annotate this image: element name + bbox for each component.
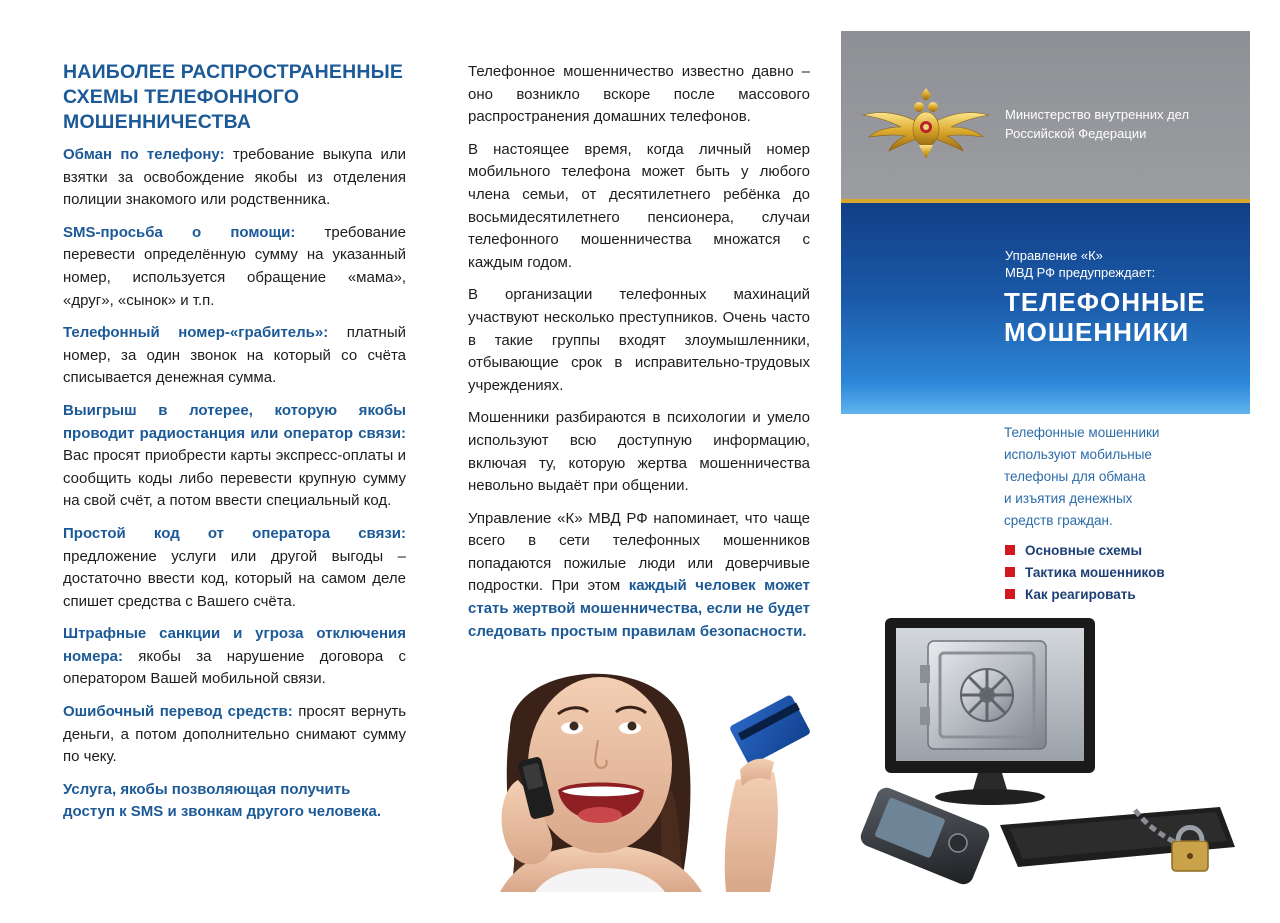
girl-with-phone-illustration	[440, 640, 840, 892]
red-square-bullet-icon	[1005, 545, 1015, 555]
red-square-bullet-icon	[1005, 589, 1015, 599]
contents-label: Основные схемы	[1025, 543, 1142, 558]
scheme-text: Вас просят приобрести карты экспресс-оплаты и сообщить коды либо перевести крупную сумму на свой счёт, а потом ввести специальный код.	[63, 447, 406, 510]
scheme-label: Выигрыш в лотерее, которую якобы проводит радиостанция или оператор связи:	[63, 401, 406, 442]
contents-label: Тактика мошенников	[1025, 565, 1165, 580]
cover-title-line: ТЕЛЕФОННЫЕ	[1004, 287, 1206, 317]
scheme-label: SMS-просьба о помощи:	[63, 223, 296, 241]
description-line: используют мобильные	[1004, 447, 1152, 462]
cover-title-line: МОШЕННИКИ	[1004, 317, 1190, 347]
warning-line: МВД РФ предупреждает:	[1005, 265, 1156, 280]
department-warning	[1005, 247, 1235, 281]
red-square-bullet-icon	[1005, 567, 1015, 577]
schemes-column	[63, 60, 406, 824]
reminder-paragraph	[468, 508, 810, 644]
scheme-item	[63, 523, 406, 613]
description-line: и изъятия денежных	[1004, 491, 1133, 506]
intro-paragraph: В настоящее время, когда личный номер мобильного телефона может быть у любого члена семьи, от десятилетнего ребёнка до восьмидесятилетнего пенсионера, случаи телефонного мошенничества множатся с каждым годом.	[468, 140, 810, 271]
intro-paragraph: В организации телефонных махинаций участвуют несколько преступников. Очень часто в такие группы входят злоумышленники, отбывающие срок в исправительно-трудовых учреждениях.	[468, 286, 810, 394]
scheme-text: предложение услуги или другой выгоды – достаточно ввести код, который на самом деле спишет средства с Вашего счёта.	[63, 547, 406, 610]
scheme-label: Штрафные санкции и угроза отключения номера:	[63, 625, 406, 665]
contents-item	[1005, 562, 1165, 584]
scheme-text: просят вернуть деньги, а потом дополнительно снимают сумму по чеку.	[63, 703, 407, 766]
scheme-item	[63, 222, 406, 312]
intro-paragraph: Мошенники разбираются в психологии и умело используют всю доступную информацию, включая ту, которую жертва мошенничества невольно выдаёт при общении.	[468, 409, 810, 495]
warning-line: Управление «К»	[1005, 248, 1103, 263]
description-line: телефоны для обмана	[1004, 469, 1146, 484]
scheme-item	[63, 144, 406, 212]
safety-highlight: каждый человек может стать жертвой мошенничества, если не будет следовать простым правилам безопасности.	[468, 577, 810, 640]
scheme-item	[63, 400, 406, 513]
scheme-label: Простой код от оператора связи:	[63, 524, 406, 542]
scheme-text: платный номер, за один звонок на который со счёта списывается денежная сумма.	[63, 324, 406, 387]
intro-column	[468, 61, 810, 653]
scheme-item	[63, 701, 406, 769]
contents-list	[1005, 540, 1165, 606]
schemes-title: НАИБОЛЕЕ РАСПРОСТРАНЕННЫЕ СХЕМЫ ТЕЛЕФОННОГО МОШЕННИЧЕСТВА	[63, 61, 404, 133]
contents-item	[1005, 540, 1165, 562]
scheme-label: Ошибочный перевод средств:	[63, 703, 293, 721]
ministry-line: Российской Федерации	[1005, 126, 1147, 141]
scheme-text: якобы за нарушение договора с оператором Вашей мобильной связи.	[63, 647, 406, 688]
ministry-name	[1005, 105, 1225, 143]
computer-safe-illustration	[850, 615, 1235, 895]
scheme-label: Телефонный номер-«грабитель»:	[63, 324, 329, 342]
reminder-text: Управление «К» МВД РФ напоминает, что чаще всего в сети телефонных мошенников попадаются пожилые люди или доверчивые подростки. При этом	[468, 509, 810, 595]
ministry-line: Министерство внутренних дел	[1005, 107, 1190, 122]
cover-title	[1004, 287, 1244, 347]
scheme-label: Обман по телефону:	[63, 146, 225, 163]
scheme-text: требование выкупа или взятки за освобождение якобы из отделения полиции знакомого или родственника.	[63, 146, 406, 209]
intro-paragraph: Телефонное мошенничество известно давно – оно возникло вскоре после массового распространения домашних телефонов.	[468, 63, 810, 126]
scheme-item	[63, 322, 406, 390]
description-line: Телефонные мошенники	[1004, 425, 1160, 440]
scheme-item	[63, 623, 406, 691]
mvd-eagle-emblem-icon	[861, 85, 991, 165]
cover-description	[1004, 422, 1204, 532]
contents-label: Как реагировать	[1025, 587, 1136, 602]
scheme-text: требование перевести определённую сумму на указанный номер, используется обращение «мама», «друг», «сынок» и т.п.	[63, 223, 406, 309]
contents-item	[1005, 584, 1165, 606]
description-line: средств граждан.	[1004, 513, 1113, 528]
scheme-last: Услуга, якобы позволяющая получить доступ к SMS и звонкам другого человека.	[63, 780, 382, 821]
